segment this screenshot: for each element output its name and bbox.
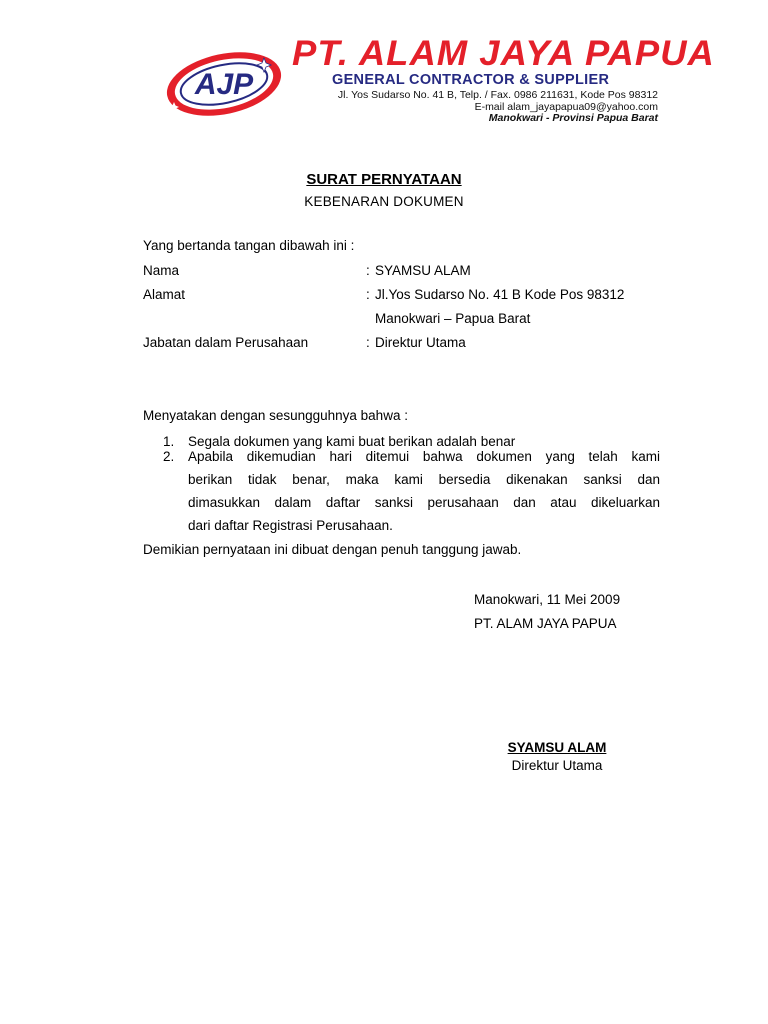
company-address: Jl. Yos Sudarso No. 41 B, Telp. / Fax. 0986 211631, Kode Pos 98312 <box>337 89 658 101</box>
field-value-address: Jl.Yos Sudarso No. 41 B Kode Pos 98312 <box>375 287 625 302</box>
letterhead <box>160 34 715 124</box>
list-item-line: Apabila dikemudian hari ditemui bahwa dokumen yang telah kami <box>188 449 660 464</box>
company-tagline: GENERAL CONTRACTOR & SUPPLIER <box>332 72 610 88</box>
intro-text: Yang bertanda tangan dibawah ini : <box>143 238 355 253</box>
field-value-address-line2: Manokwari – Papua Barat <box>375 311 531 326</box>
list-number: 1. <box>163 434 175 449</box>
field-colon: : <box>366 287 370 302</box>
signer-name: SYAMSU ALAM <box>507 740 607 755</box>
list-item-line: berikan tidak benar, maka kami bersedia dikenakan sanksi dan <box>188 472 660 487</box>
company-logo-icon <box>164 44 288 122</box>
field-value-name: SYAMSU ALAM <box>375 263 471 278</box>
field-label-position: Jabatan dalam Perusahaan <box>143 335 309 350</box>
field-value-position: Direktur Utama <box>375 335 466 350</box>
document-subtitle: KEBENARAN DOKUMEN <box>304 194 464 209</box>
company-name: PT. ALAM JAYA PAPUA <box>292 34 715 73</box>
company-email: E-mail alam_jayapapua09@yahoo.com <box>474 101 658 113</box>
closing-text: Demikian pernyataan ini dibuat dengan penuh tanggung jawab. <box>143 542 522 557</box>
list-number: 2. <box>163 449 175 464</box>
logo-lettering: AJP <box>194 68 254 101</box>
signature-company: PT. ALAM JAYA PAPUA <box>474 616 617 631</box>
signer-title: Direktur Utama <box>511 758 603 773</box>
company-city: Manokwari - Provinsi Papua Barat <box>488 112 658 124</box>
field-colon: : <box>366 263 370 278</box>
document-title: SURAT PERNYATAAN <box>306 171 462 188</box>
signature-place-date: Manokwari, 11 Mei 2009 <box>474 592 621 607</box>
list-item-line: dimasukkan dalam daftar sanksi perusahaan dan atau dikeluarkan <box>188 495 660 510</box>
field-label-address: Alamat <box>143 287 186 302</box>
field-label-name: Nama <box>143 263 180 278</box>
field-colon: : <box>366 335 370 350</box>
statement-intro: Menyatakan dengan sesungguhnya bahwa : <box>143 408 408 423</box>
list-item-line: dari daftar Registrasi Perusahaan. <box>188 518 393 533</box>
list-item-line: Segala dokumen yang kami buat berikan adalah benar <box>188 434 516 449</box>
